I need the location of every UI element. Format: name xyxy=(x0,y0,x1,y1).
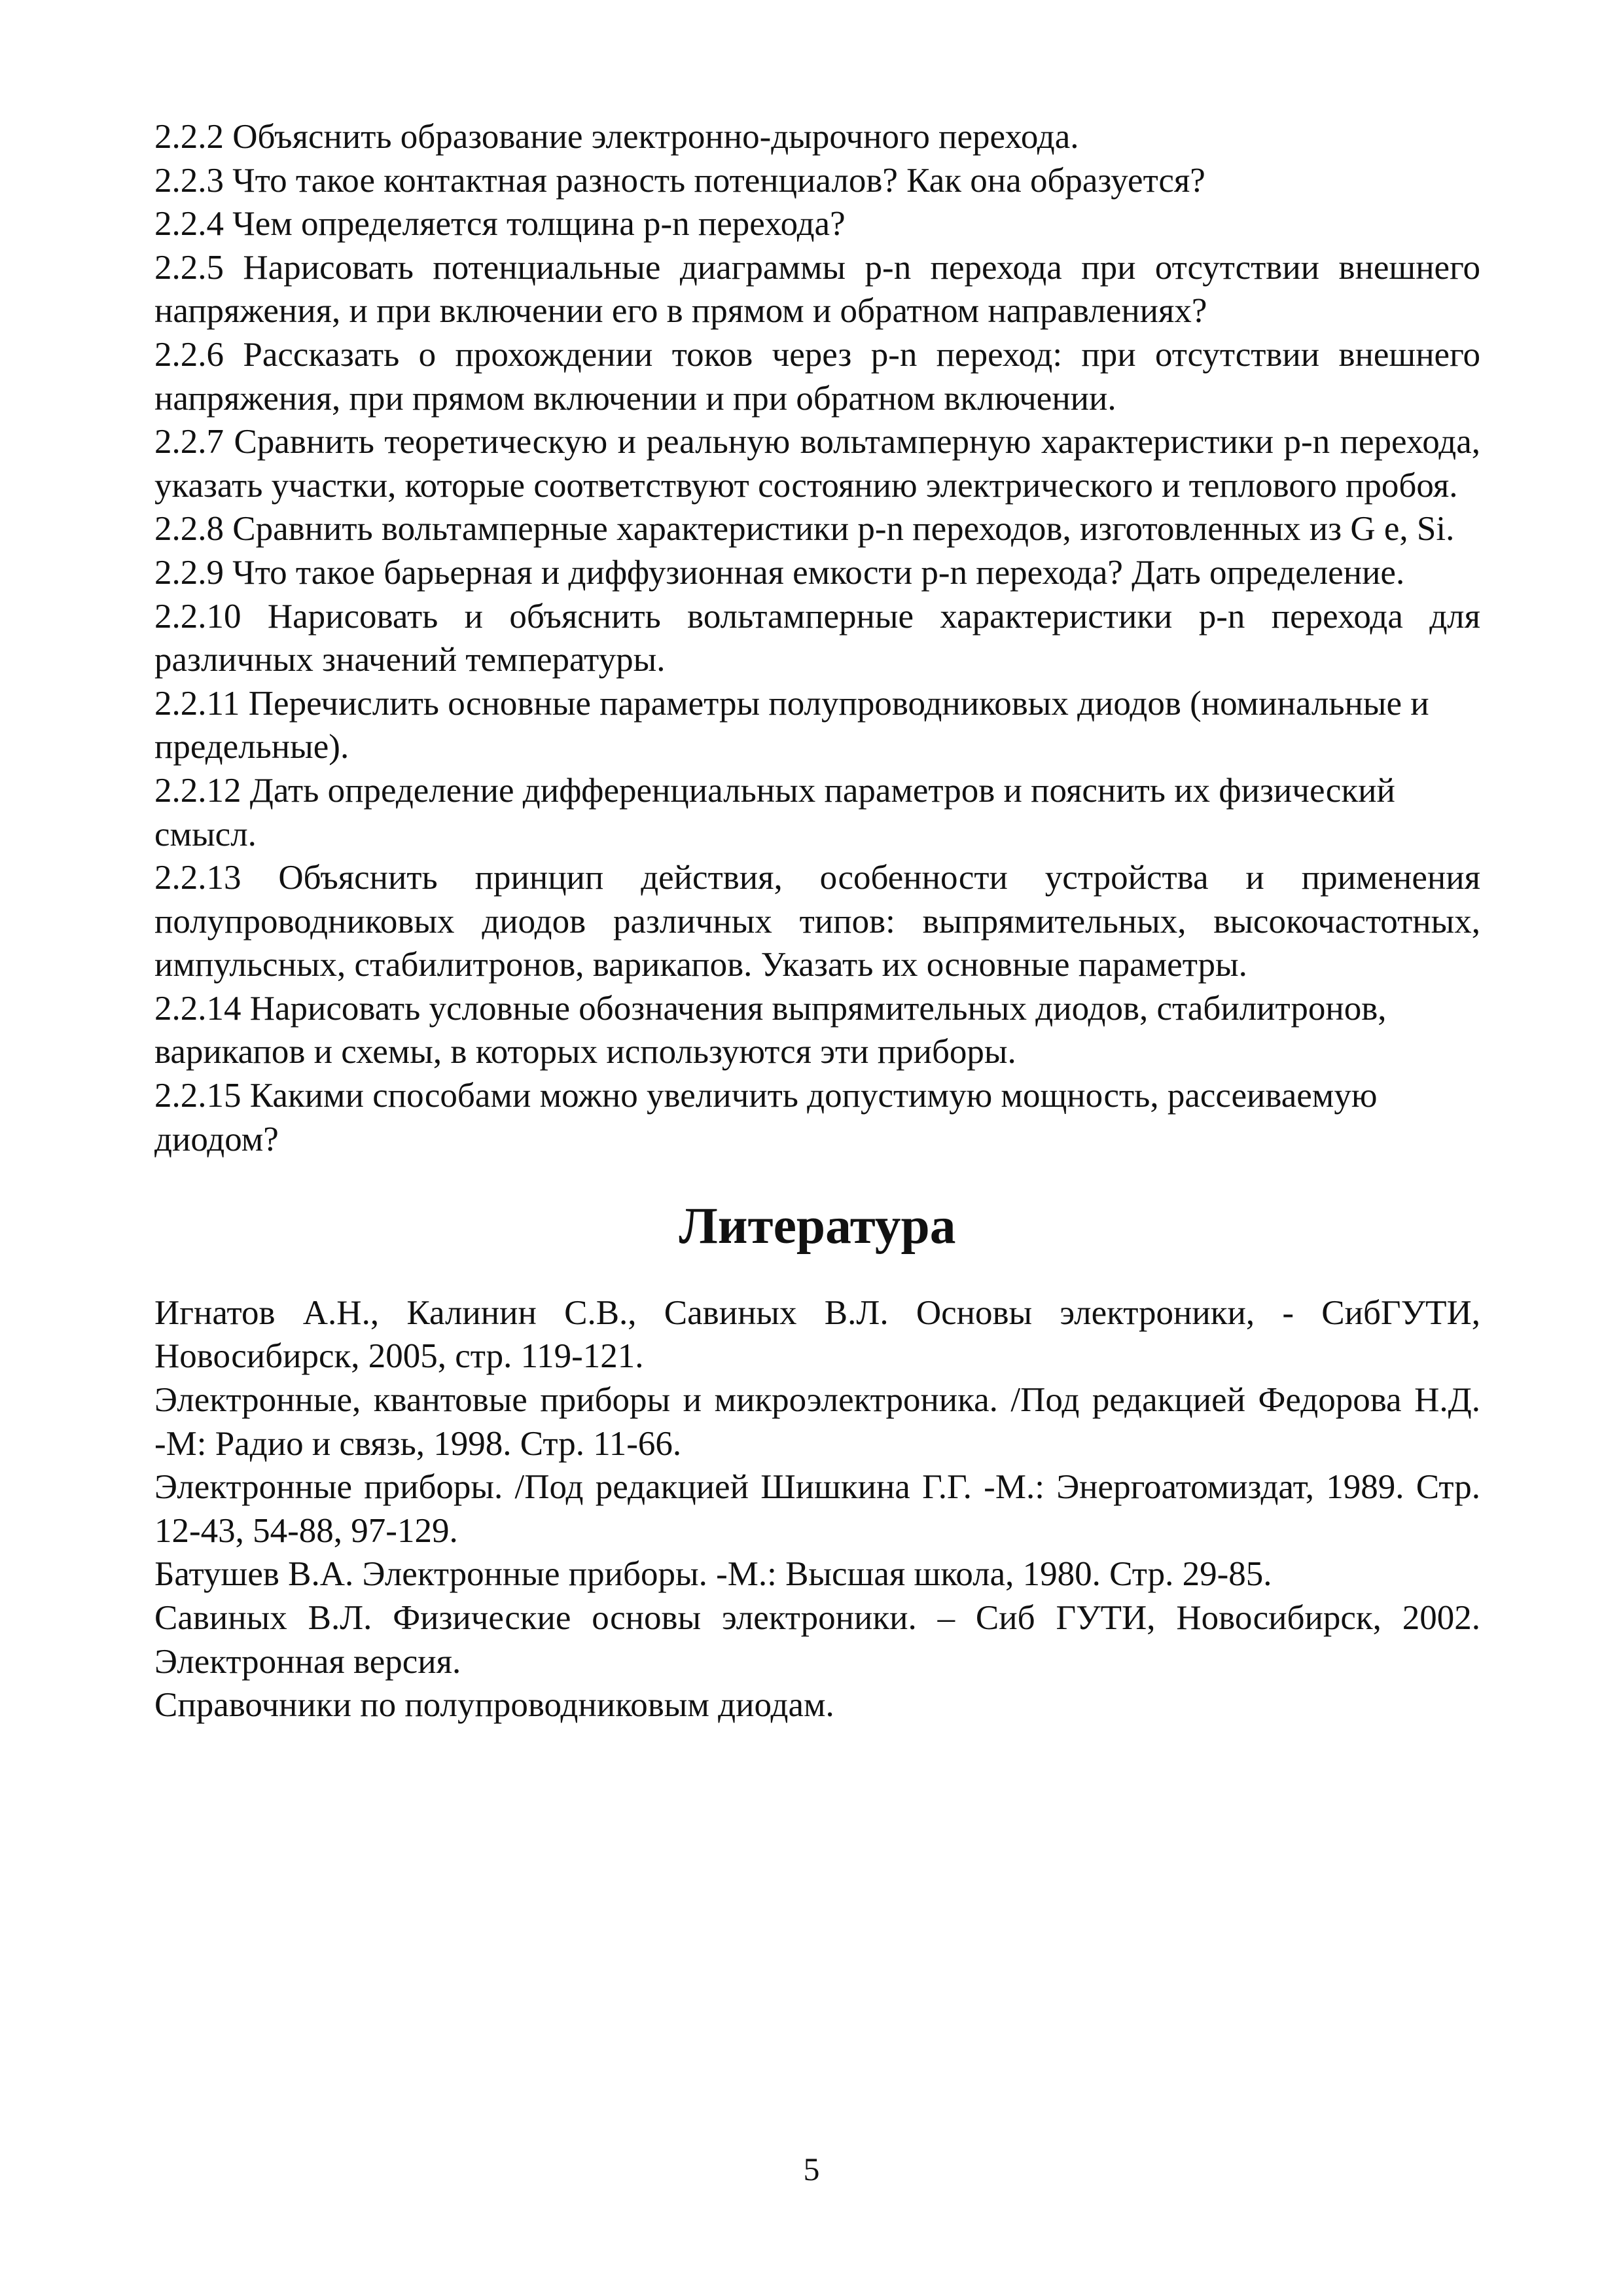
question-2-2-9: 2.2.9 Что такое барьерная и диффузионная емкости p-n перехода? Дать определение. xyxy=(154,553,1405,592)
literature-item: Справочники по полупроводниковым диодам. xyxy=(154,1686,834,1725)
page-number: 5 xyxy=(803,2151,820,2187)
question-2-2-2: 2.2.2 Объяснить образование электронно-дырочного перехода. xyxy=(154,118,1079,156)
page-content xyxy=(154,115,1480,1727)
questions-list xyxy=(154,115,1480,1161)
question-2-2-10: 2.2.10 Нарисовать и объяснить вольтамперные характеристики p-n перехода для различных значений температуры. xyxy=(154,597,1480,679)
literature-item: Электронные приборы. /Под редакцией Шишкина Г.Г. -М.: Энергоатомиздат, 1989. Стр. 12-43, 54-88, 97-129. xyxy=(154,1468,1480,1550)
literature-heading: Литература xyxy=(679,1197,956,1255)
question-2-2-8: 2.2.8 Сравнить вольтамперные характеристики p-n переходов, изготовленных из G e, Si. xyxy=(154,510,1455,548)
question-2-2-4: 2.2.4 Чем определяется толщина p-n перехода? xyxy=(154,205,846,243)
question-2-2-6: 2.2.6 Рассказать о прохождении токов через p-n переход: при отсутствии внешнего напряжения, при прямом включении и при обратном включении. xyxy=(154,335,1480,418)
literature-item: Батушев В.А. Электронные приборы. -М.: Высшая школа, 1980. Стр. 29-85. xyxy=(154,1555,1272,1594)
literature-item: Электронные, квантовые приборы и микроэлектроника. /Под редакцией Федорова Н.Д. -М: Радио и связь, 1998. Стр. 11-66. xyxy=(154,1381,1480,1463)
question-2-2-7: 2.2.7 Сравнить теоретическую и реальную вольтамперную характеристики p-n перехода, указать участки, которые соответствуют состоянию электрического и теплового пробоя. xyxy=(154,423,1480,505)
question-2-2-12: 2.2.12 Дать определение дифференциальных параметров и пояснить их физический смысл. xyxy=(154,771,1395,853)
literature-item: Савиных В.Л. Физические основы электроники. – Сиб ГУТИ, Новосибирск, 2002. Электронная версия. xyxy=(154,1599,1480,1681)
question-2-2-11: 2.2.11 Перечислить основные параметры полупроводниковых диодов (номинальные и предельные). xyxy=(154,684,1429,766)
question-2-2-13: 2.2.13 Объяснить принцип действия, особенности устройства и применения полупроводниковых диодов различных типов: выпрямительных, высокочастотных, импульсных, стабилитронов, варикапов. Указать их основные параметры. xyxy=(154,859,1480,984)
literature-list xyxy=(154,1291,1480,1727)
question-2-2-15: 2.2.15 Какими способами можно увеличить допустимую мощность, рассеиваемую диодом? xyxy=(154,1077,1378,1158)
literature-item: Игнатов А.Н., Калинин С.В., Савиных В.Л. Основы электроники, - СибГУТИ, Новосибирск, 2005, стр. 119-121. xyxy=(154,1293,1480,1376)
question-2-2-14: 2.2.14 Нарисовать условные обозначения выпрямительных диодов, стабилитронов, варикапов и схемы, в которых используются эти приборы. xyxy=(154,989,1387,1071)
question-2-2-3: 2.2.3 Что такое контактная разность потенциалов? Как она образуется? xyxy=(154,161,1205,200)
question-2-2-5: 2.2.5 Нарисовать потенциальные диаграммы p-n перехода при отсутствии внешнего напряжения, и при включении его в прямом и обратном направлениях? xyxy=(154,248,1480,331)
